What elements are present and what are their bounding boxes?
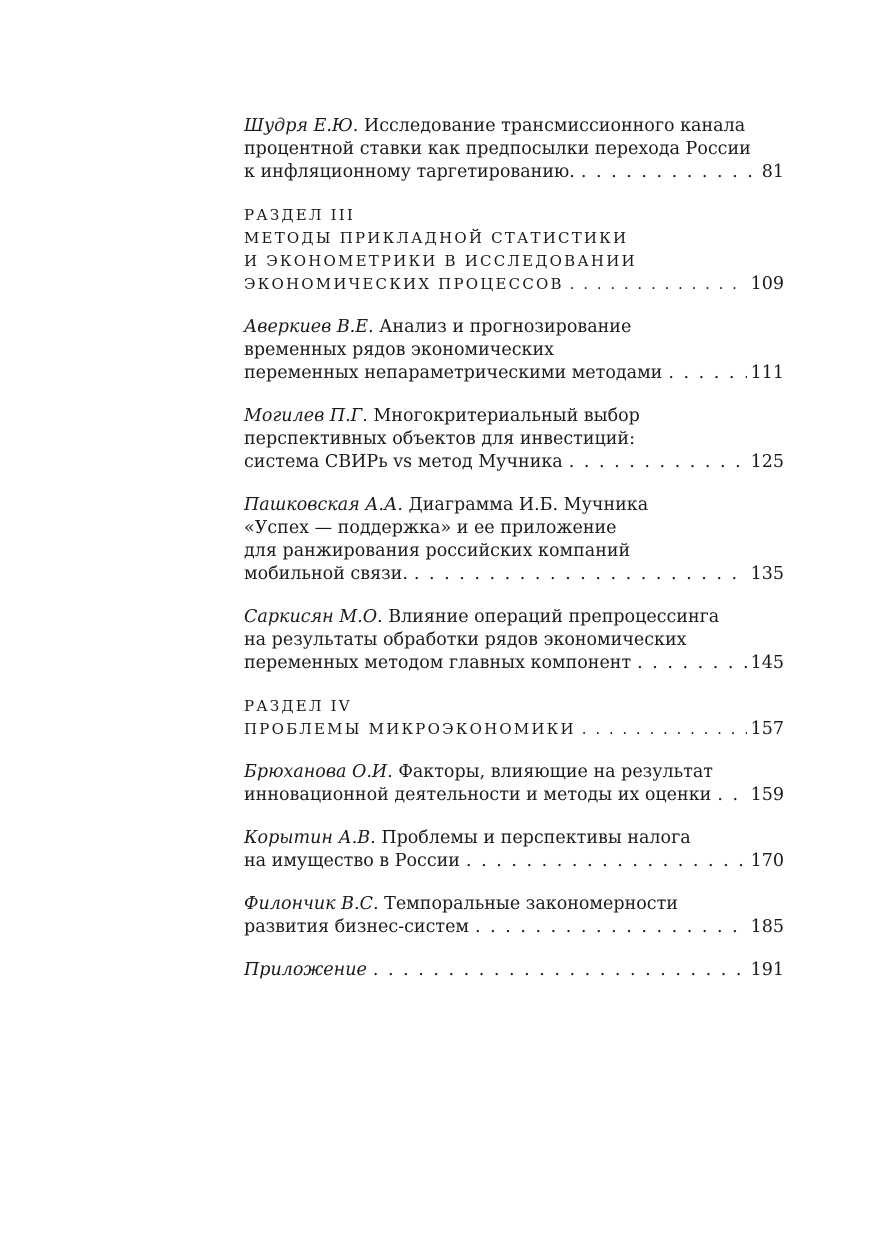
page-number: 81 [761,162,784,182]
toc-entry-appendix[interactable] [244,959,784,982]
toc-entry-bryukhanova[interactable] [244,761,784,807]
entry-author: Пашковская А.А. [244,495,403,515]
toc-entry-sarkisyan[interactable] [244,606,784,675]
entry-title-line: к инфляционному таргетированию. [244,162,575,182]
section-label: РАЗДЕЛ IV [244,697,352,715]
leader-dots [717,784,746,807]
entry-title-line: перспективных объектов для инвестиций: [244,429,635,449]
entry-title-line: «Успех — поддержка» и ее приложение [244,518,617,538]
entry-title-line: развития бизнес-систем [244,917,470,937]
entry-title: Влияние операций препроцессинга [388,607,720,627]
page-number: 157 [750,719,784,739]
toc-section-4[interactable] [244,695,784,741]
page-number: 109 [750,274,784,294]
section-title-line: МЕТОДЫ ПРИКЛАДНОЙ СТАТИСТИКИ [244,229,629,247]
leader-dots [637,652,746,675]
leader-dots [373,959,747,982]
entry-title-line: система СВИРь vs метод Мучника [244,452,563,472]
entry-title-line: переменных непараметрическими методами [244,363,663,383]
entry-author: Саркисян М.О. [244,607,383,627]
leader-dots [466,850,747,873]
toc-entry-mogilev[interactable] [244,405,784,474]
leader-dots [475,916,747,939]
entry-author: Брюханова О.И. [244,762,393,782]
entry-title-line: инновационной деятельности и методы их оценки [244,785,712,805]
leader-dots [570,273,747,296]
page-number: 191 [750,960,784,980]
page-number: 185 [750,917,784,937]
page-number: 170 [750,851,784,871]
section-title-line: И ЭКОНОМЕТРИКИ В ИССЛЕДОВАНИИ [244,252,637,270]
entry-author: Филончик В.С. [244,894,379,914]
toc-section-3[interactable] [244,204,784,296]
entry-author: Могилев П.Г. [244,406,368,426]
page-number: 125 [750,452,784,472]
entry-title: Диаграмма И.Б. Мучника [408,495,649,515]
page-number: 135 [750,564,784,584]
leader-dots [582,718,747,741]
entry-title-line: переменных методом главных компонент [244,653,632,673]
page-number: 111 [750,363,784,383]
toc-entry-filonchik[interactable] [244,893,784,939]
entry-title-line: процентной ставки как предпосылки перехода России [244,139,751,159]
page-number: 145 [750,653,784,673]
entry-title-line: на имущество в России [244,851,460,871]
entry-title-line: на результаты обработки рядов экономических [244,630,687,650]
entry-title: Анализ и прогнозирование [379,317,632,337]
entry-author: Корытин А.В. [244,828,376,848]
entry-title: Многокритериальный выбор [373,406,640,426]
section-title-line: ПРОБЛЕМЫ МИКРОЭКОНОМИКИ [244,720,576,738]
leader-dots [581,161,758,184]
appendix-title: Приложение [244,960,367,980]
toc-entry-pashkovskaya[interactable] [244,494,784,586]
section-label: РАЗДЕЛ III [244,206,356,224]
entry-title: Исследование трансмиссионного канала [363,116,746,136]
toc-entry-korytin[interactable] [244,827,784,873]
entry-title-line: мобильной связи. [244,564,408,584]
entry-title: Факторы, влияющие на результат [398,762,713,782]
entry-title-line: для ранжирования российских компаний [244,541,631,561]
section-title-line: ЭКОНОМИЧЕСКИХ ПРОЦЕССОВ [244,275,564,293]
entry-title: Проблемы и перспективы налога [381,828,691,848]
toc-entry-shudrya[interactable] [244,115,784,184]
leader-dots [414,563,747,586]
table-of-contents [244,115,784,1002]
entry-author: Шудря Е.Ю. [244,116,359,136]
leader-dots [569,451,747,474]
leader-dots [668,362,746,385]
entry-author: Аверкиев В.Е. [244,317,374,337]
entry-title: Темпоральные закономерности [384,894,678,914]
page-number: 159 [750,785,784,805]
toc-entry-averkiev[interactable] [244,316,784,385]
entry-title-line: временных рядов экономических [244,340,554,360]
